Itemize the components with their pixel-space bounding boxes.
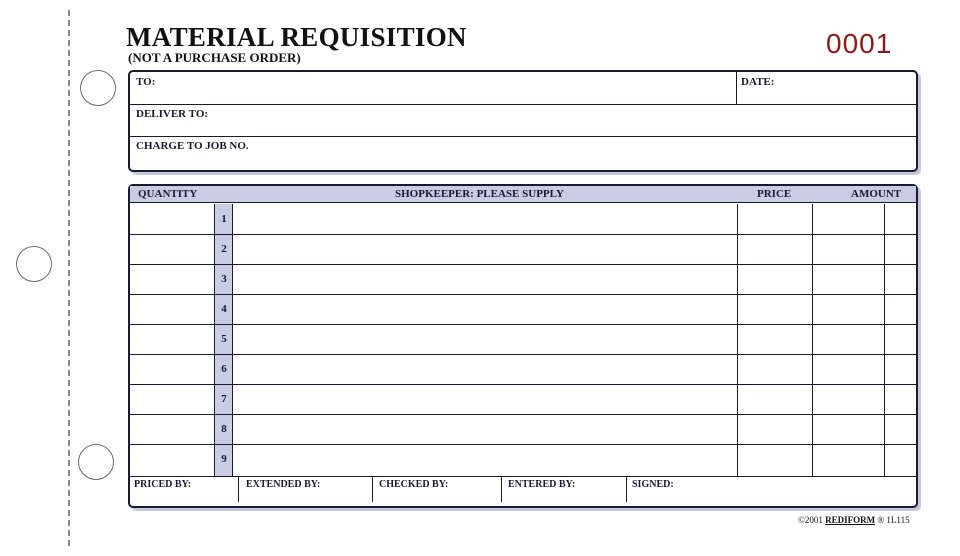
binder-hole-middle bbox=[16, 246, 52, 282]
line-number: 3 bbox=[221, 273, 227, 285]
form-title: MATERIAL REQUISITION bbox=[126, 22, 467, 52]
divider bbox=[626, 476, 627, 502]
form-number: 0001 bbox=[826, 28, 893, 59]
row-separator bbox=[130, 384, 916, 385]
divider bbox=[130, 476, 916, 477]
to-field[interactable] bbox=[160, 74, 730, 102]
divider bbox=[812, 204, 813, 476]
amount-header: AMOUNT bbox=[851, 188, 902, 200]
supply-header: SHOPKEEPER: PLEASE SUPPLY bbox=[395, 188, 564, 200]
date-field[interactable] bbox=[780, 74, 910, 102]
imprint bbox=[798, 515, 910, 525]
charge-to-job-label: CHARGE TO JOB NO. bbox=[136, 140, 249, 152]
row-separator bbox=[130, 414, 916, 415]
divider bbox=[130, 104, 916, 105]
priced-by-label: PRICED BY: bbox=[134, 479, 192, 490]
divider bbox=[884, 204, 885, 476]
line-number: 1 bbox=[221, 213, 227, 225]
line-number: 2 bbox=[221, 243, 227, 255]
row-separator bbox=[130, 264, 916, 265]
form-subtitle: (NOT A PURCHASE ORDER) bbox=[128, 50, 301, 65]
deliver-to-label: DELIVER TO: bbox=[136, 108, 209, 120]
divider bbox=[501, 476, 502, 502]
divider bbox=[372, 476, 373, 502]
row-separator bbox=[130, 324, 916, 325]
items-table bbox=[128, 184, 918, 508]
deliver-to-field[interactable] bbox=[212, 106, 912, 134]
extended-by-label: EXTENDED BY: bbox=[246, 479, 321, 490]
entered-by-label: ENTERED BY: bbox=[508, 479, 576, 490]
line-number: 8 bbox=[221, 423, 227, 435]
copyright-text: ©2001 bbox=[798, 515, 823, 525]
line-number: 7 bbox=[221, 393, 227, 405]
brand-logo: REDIFORM bbox=[825, 515, 876, 525]
header-box bbox=[128, 70, 918, 172]
binder-hole-bottom bbox=[78, 444, 114, 480]
quantity-header: QUANTITY bbox=[138, 188, 198, 200]
charge-to-job-field[interactable] bbox=[260, 138, 910, 166]
signed-label: SIGNED: bbox=[632, 479, 674, 490]
line-number: 9 bbox=[221, 453, 227, 465]
divider bbox=[737, 204, 738, 476]
divider bbox=[736, 72, 737, 104]
binder-hole-top bbox=[80, 70, 116, 106]
price-header: PRICE bbox=[757, 188, 792, 200]
line-number: 4 bbox=[221, 303, 227, 315]
checked-by-label: CHECKED BY: bbox=[379, 479, 449, 490]
row-separator bbox=[130, 294, 916, 295]
to-label: TO: bbox=[136, 76, 156, 88]
row-separator bbox=[130, 354, 916, 355]
date-label: DATE: bbox=[741, 76, 775, 88]
row-separator bbox=[130, 234, 916, 235]
perforation-line bbox=[68, 10, 70, 546]
divider bbox=[238, 476, 239, 502]
form-code: ® 1L115 bbox=[877, 515, 910, 525]
line-number: 5 bbox=[221, 333, 227, 345]
divider bbox=[130, 136, 916, 137]
row-separator bbox=[130, 444, 916, 445]
line-number: 6 bbox=[221, 363, 227, 375]
